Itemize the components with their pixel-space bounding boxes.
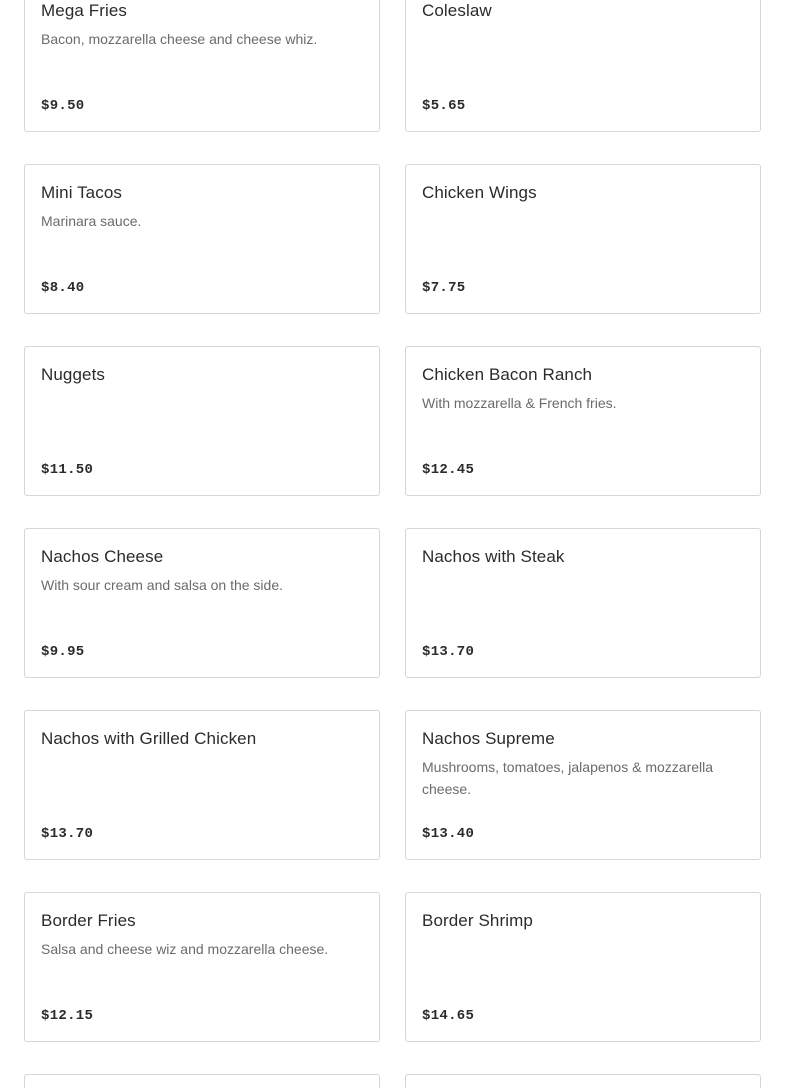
item-name: Nuggets [41,365,106,384]
item-price: $13.70 [41,826,94,842]
item-name: Coleslaw [422,1,492,20]
item-name: Mega Fries [41,1,128,20]
item-description: Bacon, mozzarella cheese and cheese whiz. [41,31,318,47]
item-price: $8.40 [41,280,85,296]
menu-items-grid [24,0,761,1088]
item-description: Mushrooms, tomatoes, jalapenos & mozzarella cheese. [422,759,714,797]
item-price: $13.40 [422,826,475,842]
item-description: With sour cream and salsa on the side. [41,577,284,593]
item-price: $11.50 [41,462,94,478]
item-name: Chicken Wings [422,183,537,202]
item-price: $9.95 [41,644,85,660]
menu-item-card[interactable] [24,164,380,314]
item-price: $13.70 [422,644,475,660]
menu-item-card[interactable] [24,1074,380,1088]
item-price: $12.15 [41,1008,94,1024]
item-name: Mini Tacos [41,183,122,202]
menu-item-card[interactable] [24,892,380,1042]
item-description: Salsa and cheese wiz and mozzarella cheese. [41,941,329,957]
menu-item-card[interactable] [405,1074,761,1088]
item-name: Border Fries [41,911,136,930]
menu-item-card[interactable] [405,0,761,132]
item-name: Chicken Bacon Ranch [422,365,593,384]
item-description: With mozzarella & French fries. [422,395,617,411]
menu-item-card[interactable] [405,892,761,1042]
item-name: Nachos with Grilled Chicken [41,729,257,748]
menu-item-card[interactable] [405,346,761,496]
item-name: Nachos with Steak [422,547,565,566]
item-price: $7.75 [422,280,466,296]
item-price: $5.65 [422,98,466,114]
menu-item-card[interactable] [24,0,380,132]
item-name: Nachos Cheese [41,547,164,566]
item-price: $12.45 [422,462,475,478]
menu-item-card[interactable] [405,710,761,860]
menu-item-card[interactable] [24,346,380,496]
item-name: Nachos Supreme [422,729,555,748]
menu-item-card[interactable] [405,528,761,678]
item-description: Marinara sauce. [41,213,142,229]
item-price: $9.50 [41,98,85,114]
menu-item-card[interactable] [24,528,380,678]
menu-item-card[interactable] [405,164,761,314]
item-name: Border Shrimp [422,911,533,930]
menu-item-card[interactable] [24,710,380,860]
item-price: $14.65 [422,1008,475,1024]
